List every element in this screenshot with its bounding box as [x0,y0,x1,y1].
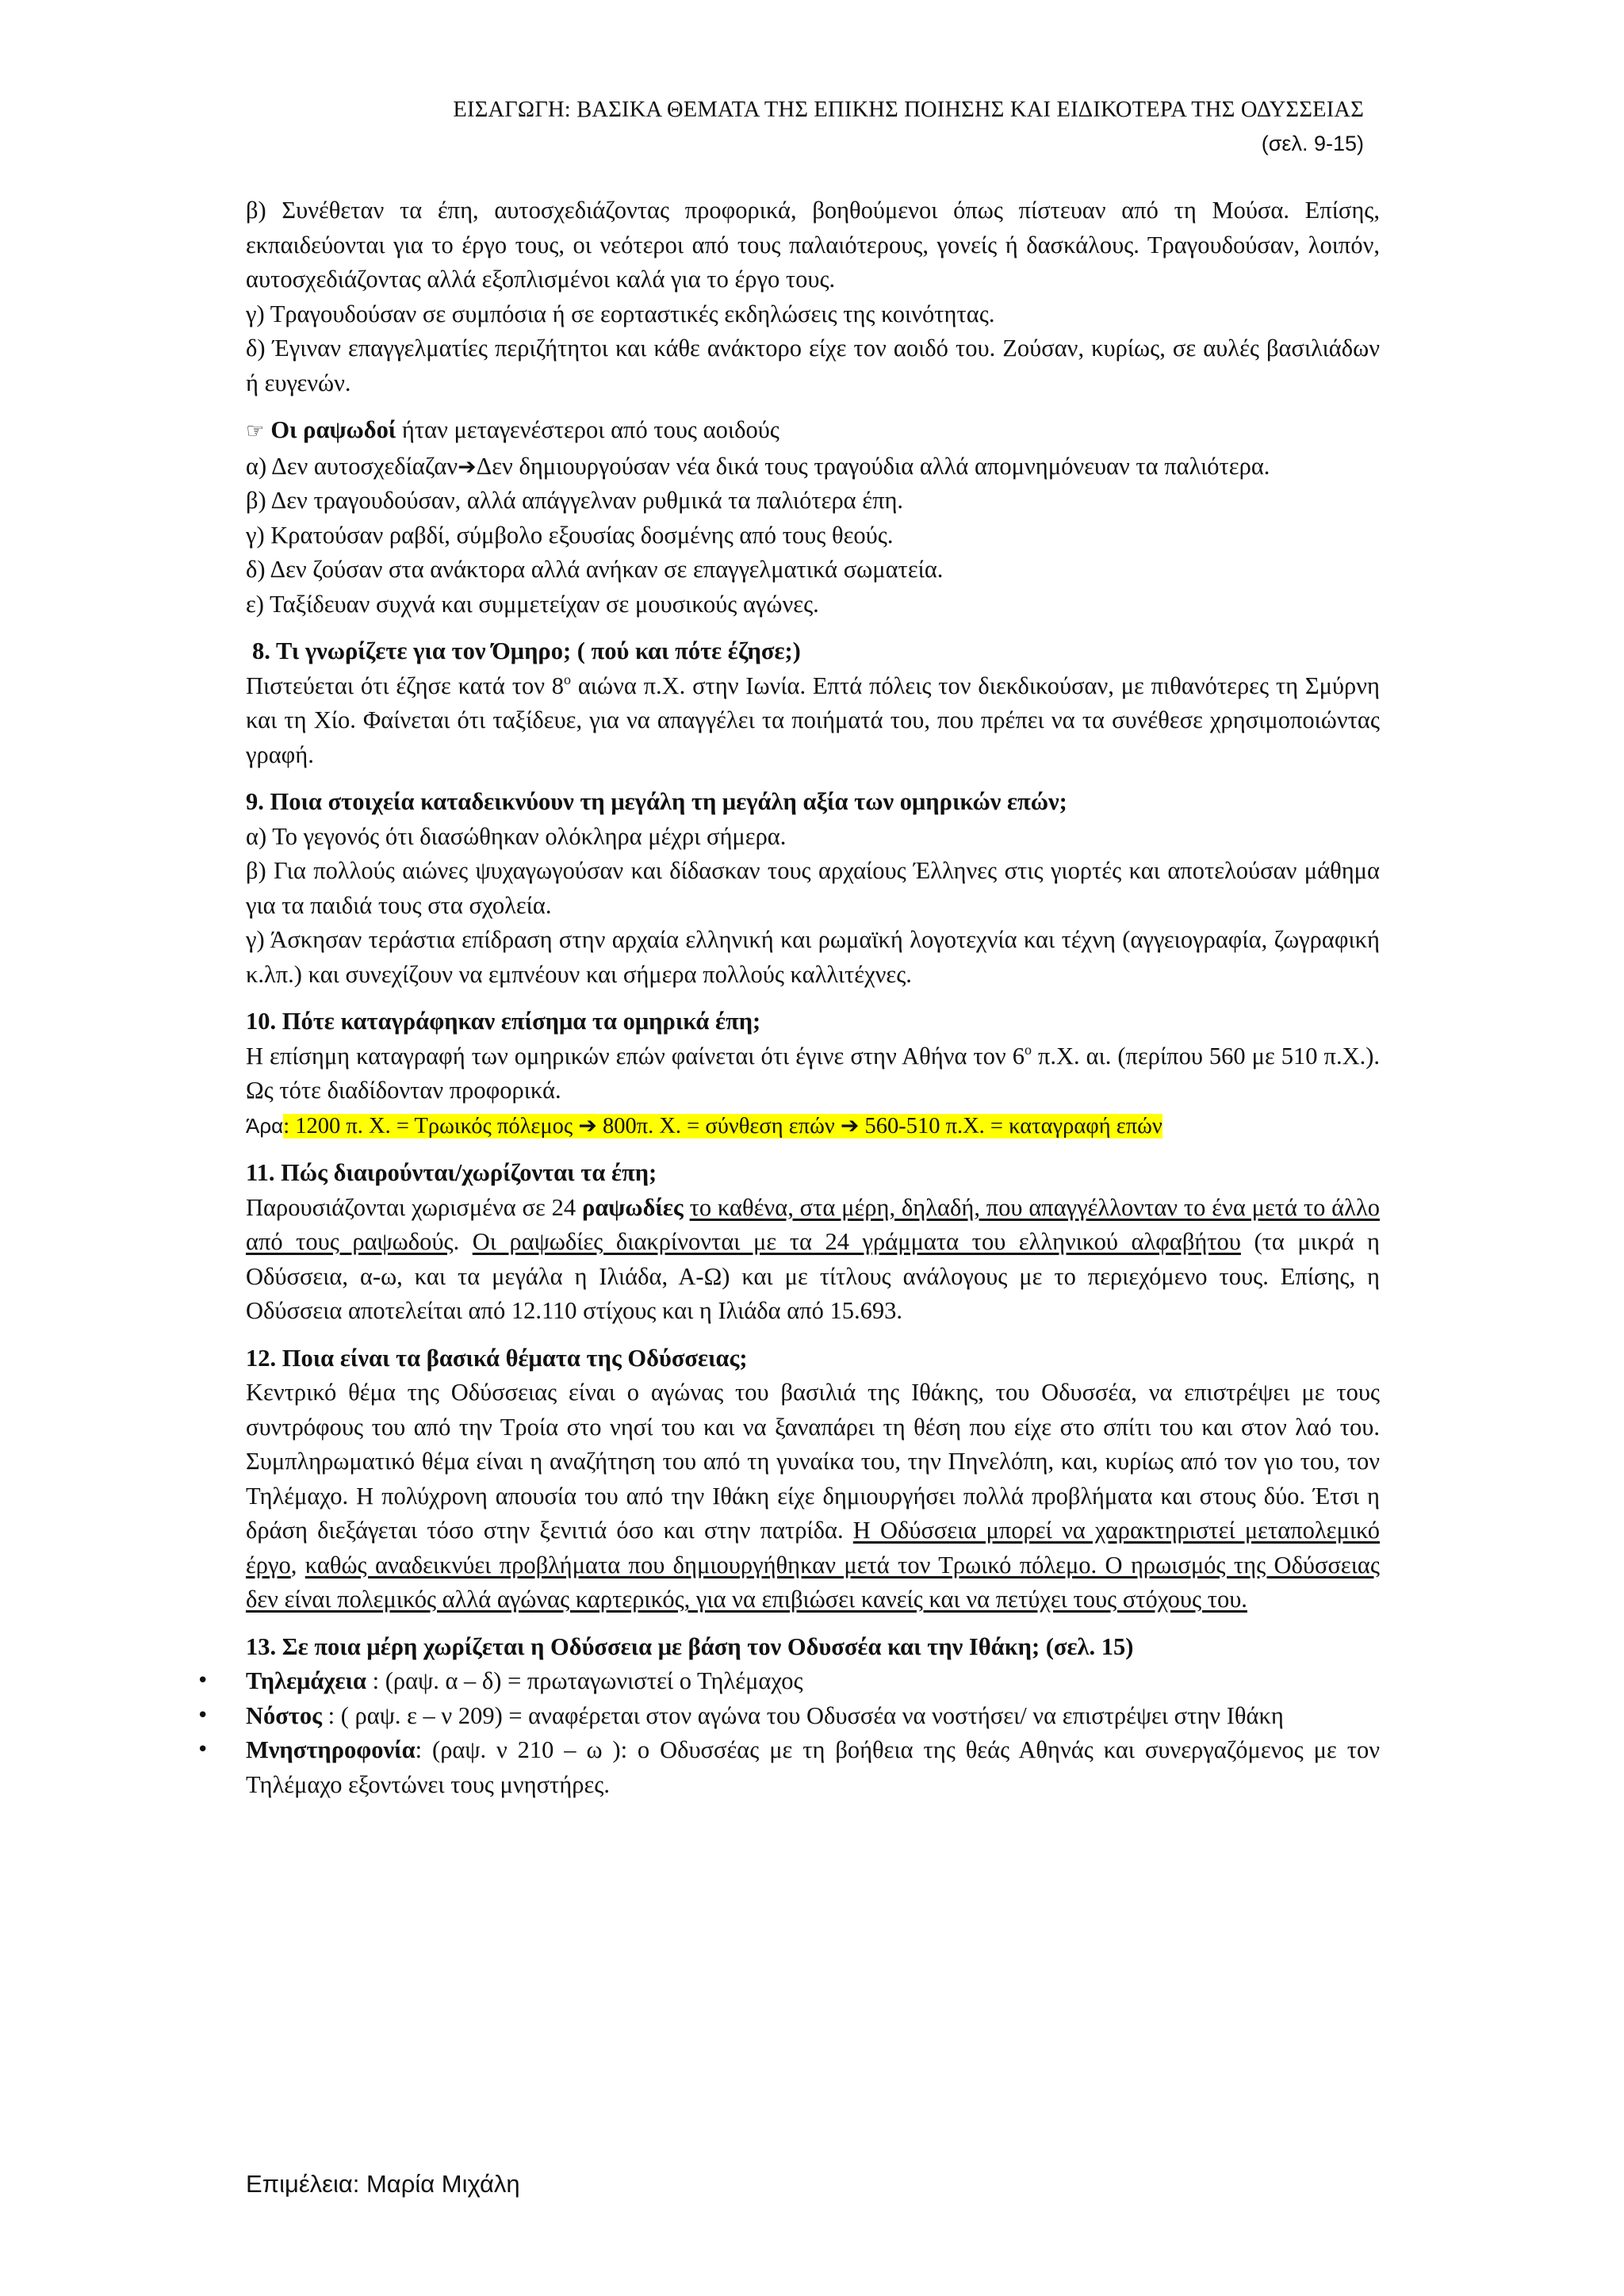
part-description: : (ραψ. α – δ) = πρωταγωνιστεί ο Τηλέμαχος [366,1667,803,1694]
part-name: Μνηστηροφονία [246,1736,416,1763]
part-description: : (ραψ. ν 210 – ω ): ο Οδυσσέας με τη βοήθεια της θεάς Αθηνάς και συνεργαζόμενος με τον Τηλέμαχο εξοντώνει τους μνηστήρες. [246,1736,1380,1798]
header-page-range: (σελ. 9-15) [1261,132,1364,155]
rapsodoi-title-bold: Οι ραψωδοί [270,416,396,443]
question-8-answer [246,669,1380,773]
question-11-text-3: . [453,1228,473,1255]
question-11-space [684,1194,690,1221]
question-12-underlined-2: καθώς αναδεικνύει προβλήματα που δημιουργήθηκαν μετά τον Τρωικό πόλεμο. Ο ηρωισμός της Οδύσσειας δεν είναι πολεμικός αλλά αγώνας καρτερικός, για να επιβιώσει κανείς και να πετύχει τους στόχους του. [246,1551,1380,1613]
part-name: Τηλεμάχεια [246,1667,367,1694]
question-10-answer-part-2: π.Χ. αι. (περίπου 560 με 510 π.Χ.). Ως τότε διαδίδονταν προφορικά. [246,1042,1380,1104]
rapsodoi-point-a [246,450,1380,484]
bullet-icon: • [197,1738,209,1762]
question-9-point-a: α) Το γεγονός ότι διασώθηκαν ολόκληρα μέχρι σήμερα. [246,822,787,850]
rapsodoi-point-a-start: α) Δεν αυτοσχεδίαζαν [246,452,458,480]
page-header [0,94,1364,160]
bullet-icon: • [197,1669,209,1693]
timeline-recording: 560-510 π.Χ. = καταγραφή επών [859,1113,1162,1138]
pointing-hand-icon: ☞ [246,419,265,443]
right-arrow-icon: ➔ [578,1112,597,1138]
list-item [197,1733,1380,1802]
aoidoi-section [246,193,1380,400]
rapsodoi-title-rest: ήταν μεταγενέστεροι από τους αοιδούς [396,416,779,443]
question-10-answer-part-1: Η επίσημη καταγραφή των ομηρικών επών φαίνεται ότι έγινε στην Αθήνα τον 6 [246,1042,1025,1070]
bullet-icon: • [197,1703,209,1728]
question-12-text-1: Κεντρικό θέμα της Οδύσσειας είναι ο αγώνας του βασιλιά της Ιθάκης, του Οδυσσέα, να επιστρέψει με τους συντρόφους του από την Τροία στο νησί του και να ξαναπάρει τη θέση που είχε στο σπίτι του και στον λαό του. Συμπληρωματικό θέμα είναι η αναζήτηση του από τη γυναίκα του, την Πηνελόπη, και, κυρίως από τον γιο του, τον Τηλέμαχο. Η πολύχρονη απουσία του από την Ιθάκη είχε δημιουργήσει πολλά προβλήματα και στους δύο. Έτσι η δράση διεξάγεται τόσο στην ξενιτιά όσο και στην πατρίδα. [246,1379,1380,1544]
aoidoi-point-c: γ) Τραγουδούσαν σε συμπόσια ή σε εορταστικές εκδηλώσεις της κοινότητας. [246,300,995,327]
question-8 [246,634,1380,772]
rhapsodies-term: ραψωδίες [581,1193,684,1221]
header-title: ΕΙΣΑΓΩΓΗ: ΒΑΣΙΚΑ ΘΕΜΑΤΑ ΤΗΣ ΕΠΙΚΗΣ ΠΟΙΗΣΗΣ ΚΑΙ ΕΙΔΙΚΟΤΕΡΑ ΤΗΣ ΟΔΥΣΣΕΙΑΣ [453,98,1364,122]
question-11 [246,1156,1380,1329]
question-9-point-b: β) Για πολλούς αιώνες ψυχαγωγούσαν και δίδασκαν τους αρχαίους Έλληνες στις γιορτές και αποτελούσαν μάθημα για τα παιδιά τους στα σχολεία. [246,857,1380,919]
question-11-underlined-2: Οι ραψωδίες διακρίνονται με τα 24 γράμματα του ελληνικού αλφαβήτου [472,1228,1241,1255]
question-8-answer-part-2: αιώνα π.Χ. στην Ιωνία. Επτά πόλεις τον διεκδικούσαν, με πιθανότερες τη Σμύρνη και τη Χίο. Φαίνεται ότι ταξίδευε, για να απαγγέλει τα ποιήματά του, που πρέπει να τα συνέθεσε χρησιμοποιώντας γραφή. [246,672,1380,768]
timeline-highlight [283,1114,1162,1138]
question-11-title: 11. Πώς διαιρούνται/χωρίζονται τα έπη; [246,1159,657,1186]
question-12-answer [246,1376,1380,1617]
question-12-title: 12. Ποια είναι τα βασικά θέματα της Οδύσσειας; [246,1344,748,1372]
question-11-text-4: (τα μικρά η Οδύσσεια, α-ω, και τα μεγάλα η Ιλιάδα, Α-Ω) και με τίτλους ανάλογους με το περιεχόμενο τους. Επίσης, η Οδύσσεια αποτελείται από 12.110 στίχους και η Ιλιάδα από 15.693. [246,1228,1381,1324]
part-description: : ( ραψ. ε – ν 209) = αναφέρεται στον αγώνα του Οδυσσέα να νοστήσει/ να επιστρέψει στην Ιθάκη [322,1701,1284,1729]
timeline-summary [246,1108,1380,1144]
rapsodoi-heading [246,413,1380,450]
question-11-text-1: Παρουσιάζονται χωρισμένα σε 24 [246,1193,582,1221]
page-footer: Επιμέλεια: Μαρία Μιχάλη [246,2170,520,2198]
superscript-o: ο [564,671,572,687]
rapsodoi-point-a-rest: Δεν δημιουργούσαν νέα δικά τους τραγούδια αλλά απομνημόνευαν τα παλιότερα. [476,452,1270,480]
part-name: Νόστος [246,1701,323,1729]
list-item [197,1664,1380,1699]
rapsodoi-point-d: δ) Δεν ζούσαν στα ανάκτορα αλλά ανήκαν σε επαγγελματικά σωματεία. [246,556,944,583]
question-9 [246,785,1380,992]
question-12 [246,1341,1380,1617]
rapsodoi-point-c: γ) Κρατούσαν ραβδί, σύμβολο εξουσίας δοσμένης από τους θεούς. [246,521,894,549]
rapsodoi-point-e: ε) Ταξίδευαν συχνά και συμμετείχαν σε μουσικούς αγώνες. [246,590,819,618]
rapsodoi-point-b: β) Δεν τραγουδούσαν, αλλά απάγγελναν ρυθμικά τα παλιότερα έπη. [246,487,904,514]
timeline-label: Άρα [246,1113,284,1138]
question-8-answer-part-1: Πιστεύεται ότι έζησε κατά τον 8 [246,672,565,699]
question-12-comma: , [290,1551,305,1578]
question-9-title: 9. Ποια στοιχεία καταδεικνύουν τη μεγάλη τη μεγάλη αξία των ομηρικών επών; [246,788,1067,815]
superscript-o: ο [1024,1041,1032,1058]
question-13-title: 13. Σε ποια μέρη χωρίζεται η Οδύσσεια με βάση τον Οδυσσέα και την Ιθάκη; (σελ. 15) [246,1632,1134,1660]
aoidoi-point-b: β) Συνέθεταν τα έπη, αυτοσχεδιάζοντας προφορικά, βοηθούμενοι όπως πίστευαν από τη Μούσα. Επίσης, εκπαιδεύονται για το έργο τους, οι νεότεροι από τους παλαιότερους, γονείς ή δασκάλους. Τραγουδούσαν, λοιπόν, αυτοσχεδιάζοντας αλλά εξοπλισμένοι καλά για το έργο τους. [246,197,1380,293]
question-11-answer [246,1191,1380,1329]
rapsodoi-section [246,413,1380,622]
right-arrow-icon: ➔ [840,1112,860,1138]
question-12-underlined-1: Η Οδύσσεια μπορεί να χαρακτηριστεί μεταπολεμικό έργο [246,1517,1380,1578]
aoidoi-point-d: δ) Έγιναν επαγγελματίες περιζήτητοι και κάθε ανάκτορο είχε τον αοιδό του. Ζούσαν, κυρίως, σε αυλές βασιλιάδων ή ευγενών. [246,335,1380,396]
timeline-trojan-war: : 1200 π. Χ. = Τρωικός πόλεμος [283,1113,579,1138]
question-8-title: 8. Τι γνωρίζετε για τον Όμηρο; ( πού και πότε έζησε;) [252,637,801,664]
question-10 [246,1004,1380,1143]
question-11-underlined-1: το καθένα, στα μέρη, δηλαδή, που απαγγέλλονταν το ένα μετά το άλλο από τους ραψωδούς [246,1193,1380,1255]
question-13 [197,1630,1380,1803]
document-body [197,193,1381,1815]
question-9-point-c: γ) Άσκησαν τεράστια επίδραση στην αρχαία ελληνική και ρωμαϊκή λογοτεχνία και τέχνη (αγγειογραφία, ζωγραφική κ.λπ.) και συνεχίζουν να εμπνέουν και σήμερα πολλούς καλλιτέχνες. [246,926,1380,988]
odyssey-parts-list [197,1664,1380,1802]
right-arrow-icon: ➔ [458,453,477,480]
timeline-composition: 800π. Χ. = σύνθεση επών [596,1113,841,1138]
list-item [197,1699,1380,1734]
question-10-answer [246,1039,1380,1108]
question-10-title: 10. Πότε καταγράφηκαν επίσημα τα ομηρικά έπη; [246,1008,761,1035]
